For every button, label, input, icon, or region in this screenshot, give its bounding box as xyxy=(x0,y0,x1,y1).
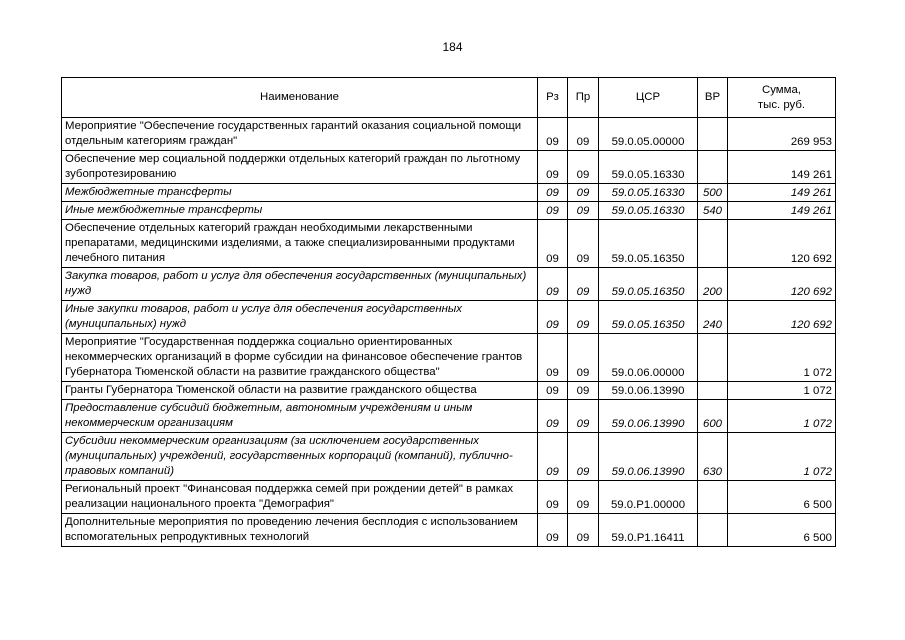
cell-pr: 09 xyxy=(568,382,599,400)
cell-csr: 59.0.05.00000 xyxy=(599,118,698,151)
cell-sum: 269 953 xyxy=(728,118,836,151)
cell-pr: 09 xyxy=(568,151,599,184)
table-row xyxy=(62,400,836,433)
cell-sum: 120 692 xyxy=(728,220,836,268)
cell-sum: 149 261 xyxy=(728,202,836,220)
cell-sum: 1 072 xyxy=(728,382,836,400)
cell-pr: 09 xyxy=(568,433,599,481)
cell-csr: 59.0.05.16350 xyxy=(599,268,698,301)
cell-csr: 59.0.Р1.00000 xyxy=(599,481,698,514)
cell-name: Гранты Губернатора Тюменской области на развитие гражданского общества xyxy=(62,382,538,400)
cell-vr: 200 xyxy=(698,268,728,301)
cell-sum: 149 261 xyxy=(728,151,836,184)
header-rz: Рз xyxy=(538,78,568,118)
cell-sum: 120 692 xyxy=(728,268,836,301)
cell-rz: 09 xyxy=(538,301,568,334)
cell-name: Обеспечение мер социальной поддержки отдельных категорий граждан по льготному зубопротезированию xyxy=(62,151,538,184)
cell-vr: 600 xyxy=(698,400,728,433)
cell-sum: 1 072 xyxy=(728,334,836,382)
cell-pr: 09 xyxy=(568,220,599,268)
cell-csr: 59.0.05.16350 xyxy=(599,301,698,334)
table-row xyxy=(62,220,836,268)
cell-sum: 1 072 xyxy=(728,400,836,433)
cell-vr: 240 xyxy=(698,301,728,334)
cell-name: Региональный проект "Финансовая поддержка семей при рождении детей" в рамках реализации национального проекта "Демография" xyxy=(62,481,538,514)
cell-name: Дополнительные мероприятия по проведению лечения бесплодия с использованием вспомогательных репродуктивных технологий xyxy=(62,514,538,547)
cell-vr xyxy=(698,481,728,514)
cell-sum: 6 500 xyxy=(728,514,836,547)
table-row xyxy=(62,202,836,220)
cell-vr xyxy=(698,382,728,400)
header-pr: Пр xyxy=(568,78,599,118)
cell-sum: 149 261 xyxy=(728,184,836,202)
header-sum-line2: тыс. руб. xyxy=(757,98,806,111)
page-number: 184 xyxy=(442,40,463,54)
cell-vr xyxy=(698,118,728,151)
cell-name: Субсидии некоммерческим организациям (за исключением государственных (муниципальных) учреждений, государственных корпораций (компаний), публично-правовых компаний) xyxy=(62,433,538,481)
header-sum-line1: Сумма, xyxy=(762,83,801,96)
cell-rz: 09 xyxy=(538,481,568,514)
cell-vr xyxy=(698,514,728,547)
cell-csr: 59.0.06.00000 xyxy=(599,334,698,382)
cell-csr: 59.0.05.16330 xyxy=(599,184,698,202)
cell-vr: 500 xyxy=(698,184,728,202)
cell-rz: 09 xyxy=(538,334,568,382)
table-row xyxy=(62,268,836,301)
table-row xyxy=(62,334,836,382)
table-header-row xyxy=(62,78,836,118)
cell-pr: 09 xyxy=(568,481,599,514)
cell-csr: 59.0.Р1.16411 xyxy=(599,514,698,547)
cell-rz: 09 xyxy=(538,118,568,151)
header-sum xyxy=(728,78,836,118)
cell-sum: 6 500 xyxy=(728,481,836,514)
header-name: Наименование xyxy=(62,78,538,118)
cell-pr: 09 xyxy=(568,184,599,202)
cell-csr: 59.0.06.13990 xyxy=(599,400,698,433)
cell-pr: 09 xyxy=(568,268,599,301)
cell-sum: 120 692 xyxy=(728,301,836,334)
cell-pr: 09 xyxy=(568,514,599,547)
header-vr: ВР xyxy=(698,78,728,118)
cell-csr: 59.0.05.16330 xyxy=(599,151,698,184)
cell-pr: 09 xyxy=(568,118,599,151)
cell-rz: 09 xyxy=(538,382,568,400)
cell-name: Межбюджетные трансферты xyxy=(62,184,538,202)
cell-vr: 630 xyxy=(698,433,728,481)
cell-name: Иные межбюджетные трансферты xyxy=(62,202,538,220)
table-row xyxy=(62,382,836,400)
cell-rz: 09 xyxy=(538,202,568,220)
cell-csr: 59.0.05.16350 xyxy=(599,220,698,268)
header-csr: ЦСР xyxy=(599,78,698,118)
cell-pr: 09 xyxy=(568,301,599,334)
cell-csr: 59.0.06.13990 xyxy=(599,433,698,481)
table-row xyxy=(62,481,836,514)
budget-table xyxy=(61,77,836,547)
cell-csr: 59.0.06.13990 xyxy=(599,382,698,400)
cell-name: Предоставление субсидий бюджетным, автономным учреждениям и иным некоммерческим организациям xyxy=(62,400,538,433)
cell-vr xyxy=(698,151,728,184)
table-row xyxy=(62,151,836,184)
table-row xyxy=(62,433,836,481)
cell-vr: 540 xyxy=(698,202,728,220)
cell-pr: 09 xyxy=(568,400,599,433)
cell-rz: 09 xyxy=(538,220,568,268)
table-row xyxy=(62,514,836,547)
table-row xyxy=(62,118,836,151)
cell-rz: 09 xyxy=(538,514,568,547)
cell-rz: 09 xyxy=(538,400,568,433)
cell-rz: 09 xyxy=(538,151,568,184)
cell-csr: 59.0.05.16330 xyxy=(599,202,698,220)
cell-vr xyxy=(698,220,728,268)
cell-rz: 09 xyxy=(538,184,568,202)
cell-rz: 09 xyxy=(538,433,568,481)
cell-name: Мероприятие "Обеспечение государственных гарантий оказания социальной помощи отдельным категориям граждан" xyxy=(62,118,538,151)
cell-name: Мероприятие "Государственная поддержка социально ориентированных некоммерческих организаций в форме субсидии на финансовое обеспечение грантов Губернатора Тюменской области на развитие гражданского общества" xyxy=(62,334,538,382)
cell-sum: 1 072 xyxy=(728,433,836,481)
table-row xyxy=(62,184,836,202)
cell-name: Иные закупки товаров, работ и услуг для обеспечения государственных (муниципальных) нужд xyxy=(62,301,538,334)
table-row xyxy=(62,301,836,334)
cell-pr: 09 xyxy=(568,202,599,220)
cell-name: Закупка товаров, работ и услуг для обеспечения государственных (муниципальных) нужд xyxy=(62,268,538,301)
cell-name: Обеспечение отдельных категорий граждан необходимыми лекарственными препаратами, медицинскими изделиями, а также специализированными продуктами лечебного питания xyxy=(62,220,538,268)
cell-pr: 09 xyxy=(568,334,599,382)
cell-rz: 09 xyxy=(538,268,568,301)
cell-vr xyxy=(698,334,728,382)
